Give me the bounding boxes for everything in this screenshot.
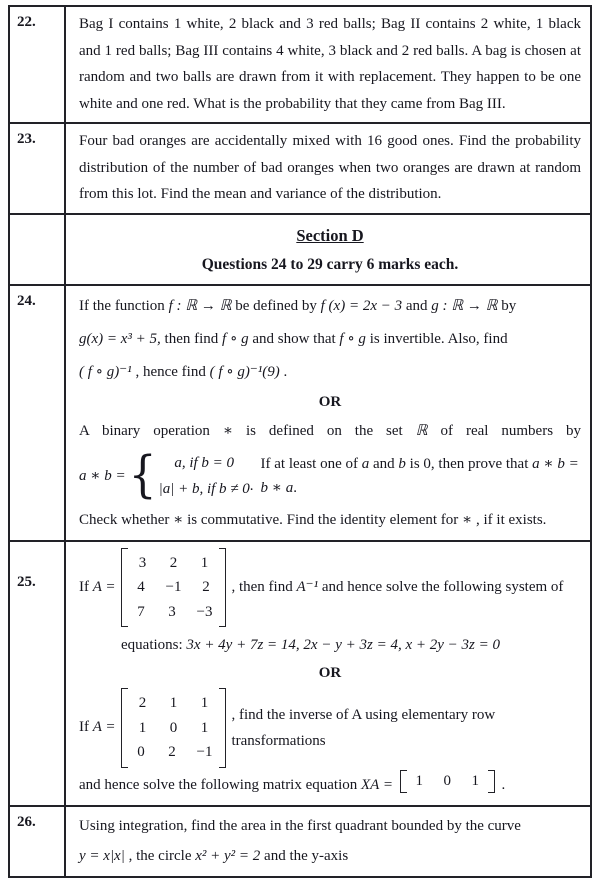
text-segment: is defined on the set xyxy=(233,422,416,439)
text-segment: of real numbers by xyxy=(427,422,581,439)
question-row-24 xyxy=(9,285,591,541)
text-segment: , find the inverse of A using elementary row transformations xyxy=(231,706,496,749)
text-segment: Using integration, find the area in the first quadrant bounded by the curve xyxy=(79,817,521,834)
text-segment: , hence find xyxy=(131,363,210,380)
matrix-cell: 0 xyxy=(169,719,178,736)
piecewise-definition-line xyxy=(79,446,581,504)
matrix-row xyxy=(135,600,213,625)
matrix-cell: −3 xyxy=(196,603,213,620)
section-header-body xyxy=(65,214,591,285)
matrix-cell: 0 xyxy=(137,744,145,760)
math-segment: A = xyxy=(92,719,116,736)
math-segment: ( f ∘ g)⁻¹ xyxy=(79,363,132,380)
matrix-row xyxy=(135,691,213,716)
text-segment: is invertible. Also, find xyxy=(365,330,508,347)
math-segment: a ∗ b = b ∗ a xyxy=(260,455,579,496)
question-number-25: 25. xyxy=(9,541,65,806)
matrix-cell: 2 xyxy=(169,554,178,571)
question-number-26: 26. xyxy=(9,806,65,877)
matrix-intro-1 xyxy=(79,579,116,596)
matrix-row xyxy=(135,575,213,600)
math-segment: 3x + 4y + 7z = 14, 2x − y + 3z = 4, x + 2y − 3z = 0 xyxy=(186,637,500,653)
matrix-cell: 1 xyxy=(200,719,209,736)
matrix-cell: 7 xyxy=(137,603,145,620)
math-segment: f ∘ g xyxy=(222,330,249,347)
math-segment: a xyxy=(361,455,370,472)
text-segment: then find xyxy=(160,330,223,347)
matrix-cell: 1 xyxy=(200,554,209,571)
matrix-cell: 1 xyxy=(138,719,147,736)
question-table xyxy=(8,5,592,878)
text-segment: If the function xyxy=(79,297,169,314)
matrix-left-bracket xyxy=(400,770,407,793)
math-segment: A⁻¹ xyxy=(296,579,319,596)
matrix-cell: 2 xyxy=(202,579,210,595)
question-24-line-1 xyxy=(79,290,581,323)
question-body-25 xyxy=(65,541,591,806)
matrix-cells xyxy=(128,688,220,768)
math-segment: y = x|x| xyxy=(79,847,125,864)
section-subtitle: Questions 24 to 29 carry 6 marks each. xyxy=(201,255,459,273)
row-matrix-1x3 xyxy=(400,770,495,793)
section-title: Section D xyxy=(296,225,364,245)
matrix-statement-1 xyxy=(79,548,581,628)
text-segment: and hence solve the following matrix equation xyxy=(79,776,362,793)
question-body-26 xyxy=(65,806,591,877)
matrix-equation-line xyxy=(79,770,581,800)
question-body-24 xyxy=(65,285,591,541)
matrix-statement-1-rest xyxy=(231,574,581,600)
question-number-22: 22. xyxy=(9,6,65,123)
question-24-or-line-1 xyxy=(79,416,581,446)
question-row-26 xyxy=(9,806,591,877)
matrix-cells xyxy=(128,548,220,628)
matrix-cell: 1 xyxy=(415,772,423,789)
math-segment: x² + y² = 2 xyxy=(195,847,261,864)
matrix-cell: 1 xyxy=(169,695,178,711)
math-segment: XA = xyxy=(361,776,393,793)
text-segment: is commutative. Find the identity element for xyxy=(183,511,463,528)
text-segment: is 0, then prove that xyxy=(405,455,533,472)
text-segment: and hence solve the following system of xyxy=(318,579,564,596)
question-26-line-2 xyxy=(79,841,581,871)
text-segment: and xyxy=(402,297,432,314)
matrix-cell: −1 xyxy=(196,744,213,760)
math-segment: g : ℝ → ℝ xyxy=(431,297,498,314)
text-segment: If at least one of xyxy=(260,455,362,472)
matrix-statement-2-rest xyxy=(231,702,581,754)
math-segment: ∗ xyxy=(173,511,184,528)
matrix-row xyxy=(135,716,213,741)
math-segment: ∗ xyxy=(222,422,234,439)
math-segment: f (x) = 2x − 3 xyxy=(320,297,403,314)
row-matrix-cells xyxy=(407,770,488,793)
piecewise-cases-stack xyxy=(159,450,250,502)
matrix-cell: 1 xyxy=(471,772,479,789)
matrix-cell: 3 xyxy=(138,554,147,571)
matrix-3x3-first xyxy=(121,548,227,628)
question-26-line-1 xyxy=(79,811,581,841)
math-segment: b xyxy=(398,455,406,472)
system-of-equations xyxy=(121,631,581,659)
math-segment: A = xyxy=(92,578,116,595)
matrix-left-bracket xyxy=(121,548,128,628)
question-row-22 xyxy=(9,6,591,123)
question-number-23: 23. xyxy=(9,123,65,214)
text-segment: . xyxy=(279,363,288,380)
question-24-or-last-line xyxy=(79,506,581,535)
text-segment: be defined by xyxy=(231,297,321,314)
text-segment: by xyxy=(497,297,517,314)
matrix-row xyxy=(135,740,213,765)
question-24-line-2 xyxy=(79,323,581,356)
math-segment: f : ℝ → ℝ xyxy=(168,297,232,314)
matrix-right-bracket xyxy=(488,770,495,793)
piecewise-period: . xyxy=(249,477,254,494)
matrix-equation-text xyxy=(79,777,393,793)
matrix-3x3-second xyxy=(121,688,227,768)
text-segment: equations: xyxy=(121,637,187,653)
matrix-right-bracket xyxy=(219,548,226,628)
matrix-cell: 4 xyxy=(137,579,145,595)
matrix-row xyxy=(135,551,213,576)
text-segment: , then find xyxy=(231,579,297,596)
piecewise-lhs: a ∗ b = xyxy=(79,468,126,484)
question-row-23 xyxy=(9,123,591,214)
matrix-right-bracket xyxy=(219,688,226,768)
math-segment: f ∘ g xyxy=(339,330,366,347)
question-row-25 xyxy=(9,541,591,806)
text-segment: , if it exists. xyxy=(472,511,547,528)
piecewise-case-top: a, if b = 0 xyxy=(174,454,235,471)
matrix-intro-2 xyxy=(79,719,116,736)
matrix-row xyxy=(413,771,482,792)
matrix-cell: 2 xyxy=(138,695,147,711)
question-22-text: Bag I contains 1 white, 2 black and 3 red balls; Bag II contains 2 white, 1 black and 1 red balls; Bag III contains 4 white, 3 black and 2 red balls. A bag is chosen at random and two balls are drawn from it with replacement. They happen to be one white and one red. What is the probability that they came from Bag III. xyxy=(79,16,581,112)
matrix-cell: −1 xyxy=(165,579,182,595)
text-segment: If xyxy=(79,578,93,595)
text-segment: A binary operation xyxy=(79,422,223,439)
text-segment: . xyxy=(293,479,297,496)
math-segment: ℝ xyxy=(415,422,428,439)
math-segment: ∗ xyxy=(462,511,473,528)
matrix-cell: 1 xyxy=(200,695,209,711)
text-segment: Check whether xyxy=(79,511,174,528)
question-24-line-3 xyxy=(79,356,581,389)
matrix-cell: 3 xyxy=(168,603,176,620)
section-header-number-cell xyxy=(9,214,65,285)
matrix-statement-2 xyxy=(79,688,581,768)
question-number-24: 24. xyxy=(9,285,65,541)
piecewise-following-text xyxy=(261,452,581,500)
text-segment: and xyxy=(369,455,399,472)
text-segment: , the circle xyxy=(124,847,196,864)
matrix-cell: 2 xyxy=(168,744,176,760)
matrix-left-bracket xyxy=(121,688,128,768)
text-segment: and the y-axis xyxy=(260,847,349,864)
left-brace-glyph: { xyxy=(128,446,157,504)
exam-paper-page xyxy=(8,5,592,878)
matrix-cell: 0 xyxy=(443,772,451,789)
section-header-row xyxy=(9,214,591,285)
math-segment: g(x) = x³ + 5, xyxy=(79,330,161,347)
or-separator-25: OR xyxy=(318,665,342,681)
question-body-23 xyxy=(65,123,591,214)
math-segment: ( f ∘ g)⁻¹(9) xyxy=(209,363,280,380)
text-segment: If xyxy=(79,719,93,736)
question-23-text: Four bad oranges are accidentally mixed with 16 good ones. Find the probability distribution of the number of bad oranges when two oranges are drawn at random from this lot. Find the mean and variance of the distribution. xyxy=(79,133,581,202)
piecewise-case-bottom: |a| + b, if b ≠ 0 xyxy=(158,480,250,497)
matrix-equation-period: . xyxy=(501,776,506,793)
or-separator-24: OR xyxy=(318,393,342,410)
question-body-22 xyxy=(65,6,591,123)
text-segment: and show that xyxy=(248,330,340,347)
